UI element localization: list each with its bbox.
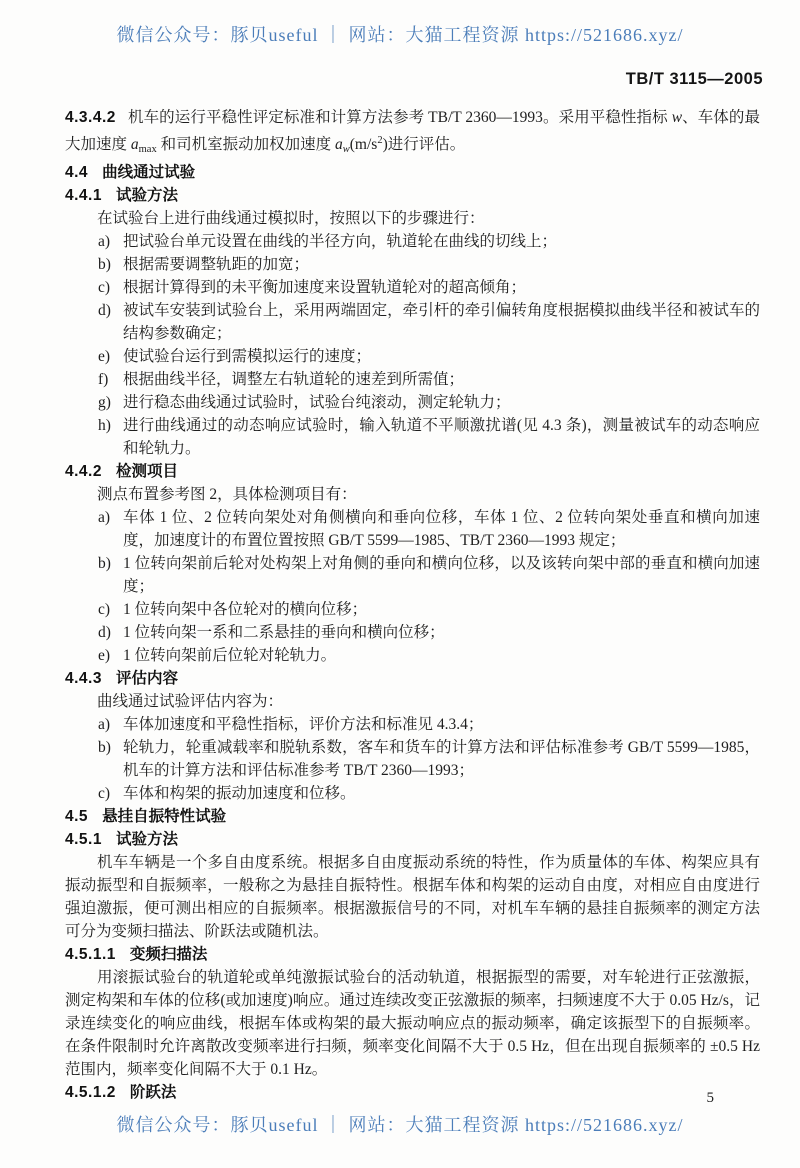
list-item-4-4-3-b bbox=[65, 736, 760, 782]
heading-4-5-1-1 bbox=[65, 943, 760, 966]
list-item-4-4-2-c bbox=[65, 598, 760, 621]
list-item-4-4-1-h bbox=[65, 414, 760, 460]
list-item-4-4-2-b bbox=[65, 552, 760, 598]
paragraph-4-4-2-intro: 测点布置参考图 2，具体检测项目有： bbox=[97, 486, 357, 503]
list-item-label: b) bbox=[98, 256, 111, 273]
heading-4-5-number: 4.5 bbox=[65, 808, 89, 825]
list-item-text: 轮轨力，轮重减载率和脱轨系数，客车和货车的计算方法和评估标准参考 GB/T 5599—1985，机车的计算方法和评估标准参考 TB/T 2360—1993； bbox=[123, 739, 760, 779]
heading-4-5-1-2-number: 4.5.1.2 bbox=[65, 1084, 116, 1101]
list-item-label: c) bbox=[98, 279, 111, 296]
list-item-label: a) bbox=[98, 716, 111, 733]
list-item-4-4-1-g bbox=[65, 391, 760, 414]
heading-4-4-2-title: 检测项目 bbox=[115, 463, 178, 480]
list-item-text: 1 位转向架中各位轮对的横向位移； bbox=[123, 601, 368, 618]
list-item-text: 进行稳态曲线通过试验时，试验台纯滚动，测定轮轨力； bbox=[123, 394, 511, 411]
heading-4-5-1-2-title: 阶跃法 bbox=[129, 1084, 177, 1101]
list-item-label: h) bbox=[98, 417, 111, 434]
heading-4-4-number: 4.4 bbox=[65, 164, 89, 181]
paragraph-4-5-1-1: 用滚振试验台的轨道轮或单纯激振试验台的活动轨道，根据振型的需要，对车轮进行正弦激振，测定构架和车体的位移(或加速度)响应。通过连续改变正弦激振的频率，扫频速度不大于 0.05 Hz/s，记录连续变化的响应曲线，根据车体或构架的最大振动响应点的振动频率，确定该振型下的自振频率。在条件限制时允许离散改变频率进行扫频，频率变化间隔不大于 0.5 Hz，但在出现自振频率的 ±0.5 Hz 范围内，频率变化间隔不大于 0.1 Hz。 bbox=[65, 969, 760, 1078]
list-item-label: d) bbox=[98, 624, 111, 641]
list-item-text: 根据计算得到的未平衡加速度来设置轨道轮对的超高倾角； bbox=[123, 279, 527, 296]
heading-4-4-1-number: 4.4.1 bbox=[65, 187, 102, 204]
list-item-label: c) bbox=[98, 785, 111, 802]
list-item-text: 1 位转向架前后轮对处构架上对角侧的垂向和横向位移，以及该转向架中部的垂直和横向加速度； bbox=[123, 555, 760, 595]
heading-4-5-1 bbox=[65, 828, 760, 851]
list-item-4-4-2-a bbox=[65, 506, 760, 552]
heading-4-5-1-2 bbox=[65, 1081, 760, 1104]
heading-4-5 bbox=[65, 805, 760, 828]
list-item-4-4-1-f bbox=[65, 368, 760, 391]
heading-4-4-3 bbox=[65, 667, 760, 690]
doc-number: TB/T 3115—2005 bbox=[625, 70, 763, 88]
list-item-label: c) bbox=[98, 601, 111, 618]
list-item-label: e) bbox=[98, 348, 111, 365]
list-item-text: 把试验台单元设置在曲线的半径方向，轨道轮在曲线的切线上； bbox=[123, 233, 558, 250]
list-item-text: 根据需要调整轨距的加宽； bbox=[123, 256, 310, 273]
heading-4-4 bbox=[65, 161, 760, 184]
list-item-4-4-1-a bbox=[65, 230, 760, 253]
list-item-text: 车体和构架的振动加速度和位移。 bbox=[123, 785, 356, 802]
clause-4-3-4-2-number: 4.3.4.2 bbox=[65, 109, 116, 126]
heading-4-4-1-title: 试验方法 bbox=[115, 187, 178, 204]
clause-4-3-4-2-text: 机车的运行平稳性评定标准和计算方法参考 TB/T 2360—1993。采用平稳性指标 w、车体的最大加速度 amax 和司机室振动加权加速度 $aw(m/s^2)$进行评估。 bbox=[65, 109, 760, 155]
heading-4-5-1-1-number: 4.5.1.1 bbox=[65, 946, 116, 963]
paragraph-4-4-1-intro: 在试验台上进行曲线通过模拟时，按照以下的步骤进行： bbox=[97, 210, 485, 227]
heading-4-5-1-1-title: 变频扫描法 bbox=[129, 946, 208, 963]
list-item-label: g) bbox=[98, 394, 111, 411]
heading-4-4-3-number: 4.4.3 bbox=[65, 670, 102, 687]
heading-4-4-3-title: 评估内容 bbox=[115, 670, 178, 687]
list-item-text: 1 位转向架前后位轮对轮轨力。 bbox=[123, 647, 337, 664]
list-item-text: 车体加速度和平稳性指标，评价方法和标准见 4.3.4； bbox=[123, 716, 484, 733]
document-content bbox=[65, 106, 760, 1104]
list-item-4-4-3-c bbox=[65, 782, 760, 805]
list-item-label: a) bbox=[98, 509, 111, 526]
clause-4-3-4-2 bbox=[65, 106, 760, 161]
list-item-text: 车体 1 位、2 位转向架处对角侧横向和垂向位移，车体 1 位、2 位转向架处垂直和横向加速度，加速度计的布置位置按照 GB/T 5599—1985、TB/T 2360—1993 规定； bbox=[123, 509, 760, 549]
list-item-4-4-1-d bbox=[65, 299, 760, 345]
list-item-label: b) bbox=[98, 739, 111, 756]
list-item-4-4-1-c bbox=[65, 276, 760, 299]
list-item-4-4-1-e bbox=[65, 345, 760, 368]
list-item-4-4-2-e bbox=[65, 644, 760, 667]
list-item-4-4-2-d bbox=[65, 621, 760, 644]
list-item-label: f) bbox=[98, 371, 109, 388]
list-item-text: 1 位转向架一系和二系悬挂的垂向和横向位移； bbox=[123, 624, 445, 641]
heading-4-4-title: 曲线通过试验 bbox=[102, 164, 196, 181]
heading-4-4-1 bbox=[65, 184, 760, 207]
paragraph-4-4-3-intro: 曲线通过试验评估内容为： bbox=[97, 693, 284, 710]
page-number: 5 bbox=[706, 1090, 714, 1106]
list-item-text: 使试验台运行到需模拟运行的速度； bbox=[123, 348, 372, 365]
list-item-label: a) bbox=[98, 233, 111, 250]
watermark-top: 微信公众号：豚贝useful ｜ 网站：大猫工程资源 https://521686.xyz/ bbox=[116, 25, 684, 45]
heading-4-4-2-number: 4.4.2 bbox=[65, 463, 102, 480]
list-item-4-4-1-b bbox=[65, 253, 760, 276]
list-item-text: 进行曲线通过的动态响应试验时，输入轨道不平顺激扰谱(见 4.3 条)，测量被试车的动态响应和轮轨力。 bbox=[123, 417, 760, 457]
heading-4-5-title: 悬挂自振特性试验 bbox=[102, 808, 227, 825]
list-item-label: d) bbox=[98, 302, 111, 319]
list-item-label: e) bbox=[98, 647, 111, 664]
heading-4-4-2 bbox=[65, 460, 760, 483]
list-item-text: 被试车安装到试验台上，采用两端固定，牵引杆的牵引偏转角度根据模拟曲线半径和被试车的结构参数确定； bbox=[123, 302, 760, 342]
watermark-bottom: 微信公众号：豚贝useful ｜ 网站：大猫工程资源 https://521686.xyz/ bbox=[116, 1115, 684, 1135]
paragraph-4-5-1: 机车车辆是一个多自由度系统。根据多自由度振动系统的特性，作为质量体的车体、构架应具有振动振型和自振频率，一般称之为悬挂自振特性。根据车体和构架的运动自由度，对相应自由度进行强迫激振，便可测出相应的自振频率。根据激振信号的不同，对机车车辆的悬挂自振频率的测定方法可分为变频扫描法、阶跃法或随机法。 bbox=[65, 854, 760, 940]
heading-4-5-1-number: 4.5.1 bbox=[65, 831, 102, 848]
list-item-label: b) bbox=[98, 555, 111, 572]
list-item-4-4-3-a bbox=[65, 713, 760, 736]
heading-4-5-1-title: 试验方法 bbox=[115, 831, 178, 848]
list-item-text: 根据曲线半径，调整左右轨道轮的速差到所需值； bbox=[123, 371, 465, 388]
